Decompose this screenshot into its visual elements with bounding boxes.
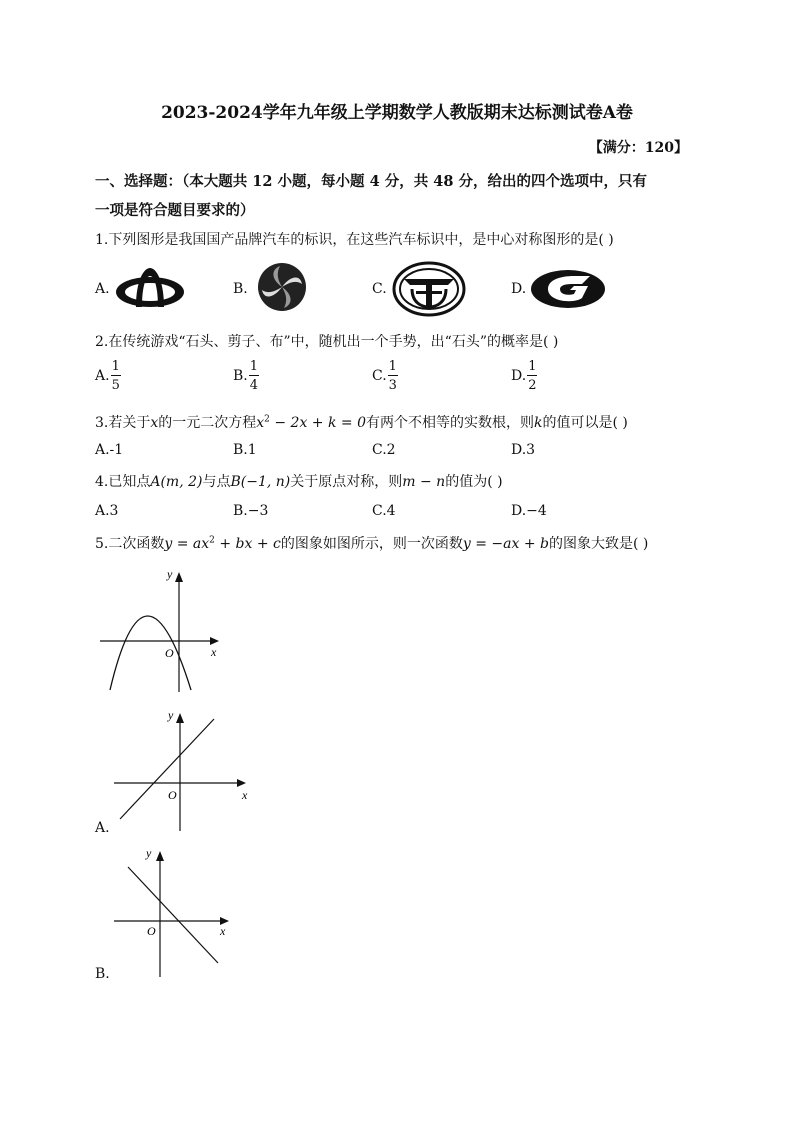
x-axis-label: x	[242, 788, 248, 802]
parabola-graph	[95, 564, 230, 699]
q2-option-b-fraction: $\frac{1}{4}$	[249, 359, 259, 393]
q2-option-a	[95, 360, 121, 392]
question-2-text: 2.在传统游戏“石头、剪子、布”中，随机出一个手势，出“石头”的概率是( )	[95, 334, 559, 350]
section-heading-line2: 一项是符合题目要求的）	[95, 202, 255, 219]
q4-option-c: C.4	[372, 503, 396, 519]
q4-option-a: A.3	[95, 503, 119, 519]
y-axis-arrow-icon	[175, 572, 183, 582]
x-axis-label: x	[211, 645, 217, 659]
q4-option-b: B.−3	[233, 503, 269, 519]
page-title: 2023-2024学年九年级上学期数学人教版期末达标测试卷A卷	[161, 103, 633, 123]
y-axis-arrow-icon	[176, 713, 184, 723]
q2-option-d-label: D.	[511, 368, 527, 384]
question-1-text: 1.下列图形是我国国产品牌汽车的标识，在这些汽车标识中，是中心对称图形的是( )	[95, 232, 614, 248]
q4-option-d: D.−4	[511, 503, 547, 519]
q2-option-b	[233, 360, 259, 392]
logo-c-icon	[392, 261, 466, 317]
q2-option-b-label: B.	[233, 368, 248, 384]
y-axis-label: y	[167, 567, 173, 581]
y-axis-label: y	[168, 708, 174, 722]
section-heading-line1: 一、选择题：（本大题共 12 小题，每小题 4 分，共 48 分，给出的四个选项中，只有	[95, 173, 647, 190]
x-axis-label: x	[220, 924, 226, 938]
q5-option-a-label: A.	[95, 820, 110, 836]
option-b-graph	[112, 843, 242, 979]
question-5-text: 5.二次函数$y = ax^2$ + bx + c的图象如图所示，则一次函数y = −ax + b的图象大致是( )	[95, 535, 649, 552]
logo-d-icon	[530, 268, 606, 310]
q3-option-d: D.3	[511, 442, 536, 458]
question-3-text: 3.若关于x的一元二次方程$x^2 - 2x + k = 0$有两个不相等的实数根，则k的值可以是( )	[95, 414, 628, 431]
q1-option-d-label: D.	[511, 281, 527, 297]
q2-option-a-fraction: $\frac{1}{5}$	[111, 359, 120, 393]
linear-function-line	[128, 867, 218, 963]
q2-option-c-label: C.	[372, 368, 387, 384]
logo-b-icon	[252, 262, 312, 312]
option-a-graph	[112, 707, 252, 835]
q2-option-c	[372, 360, 398, 392]
y-axis-arrow-icon	[156, 851, 164, 861]
q2-option-c-fraction: $\frac{1}{3}$	[388, 359, 397, 393]
origin-label: O	[147, 924, 156, 938]
q3-option-b: B.1	[233, 442, 257, 458]
q2-option-d	[511, 360, 537, 392]
q3-option-c: C.2	[372, 442, 396, 458]
q1-option-a-label: A.	[95, 281, 110, 297]
origin-label: O	[168, 788, 177, 802]
full-score: 【满分：120】	[588, 140, 688, 156]
x-axis-arrow-icon	[237, 779, 246, 787]
q2-option-a-label: A.	[95, 368, 110, 384]
q3-option-a: A.-1	[95, 442, 124, 458]
q5-option-b-label: B.	[95, 966, 110, 982]
q1-option-b-label: B.	[233, 281, 248, 297]
x-axis-arrow-icon	[210, 637, 219, 645]
linear-function-line	[120, 719, 214, 819]
logo-a-icon	[114, 262, 186, 314]
origin-label: O	[165, 646, 174, 660]
q2-option-d-fraction: $\frac{1}{2}$	[528, 359, 537, 393]
y-axis-label: y	[146, 846, 152, 860]
q1-option-c-label: C.	[372, 281, 387, 297]
question-4-text: 4.已知点A(m, 2)与点B(−1, n)关于原点对称，则m − n的值为( )	[95, 474, 503, 490]
